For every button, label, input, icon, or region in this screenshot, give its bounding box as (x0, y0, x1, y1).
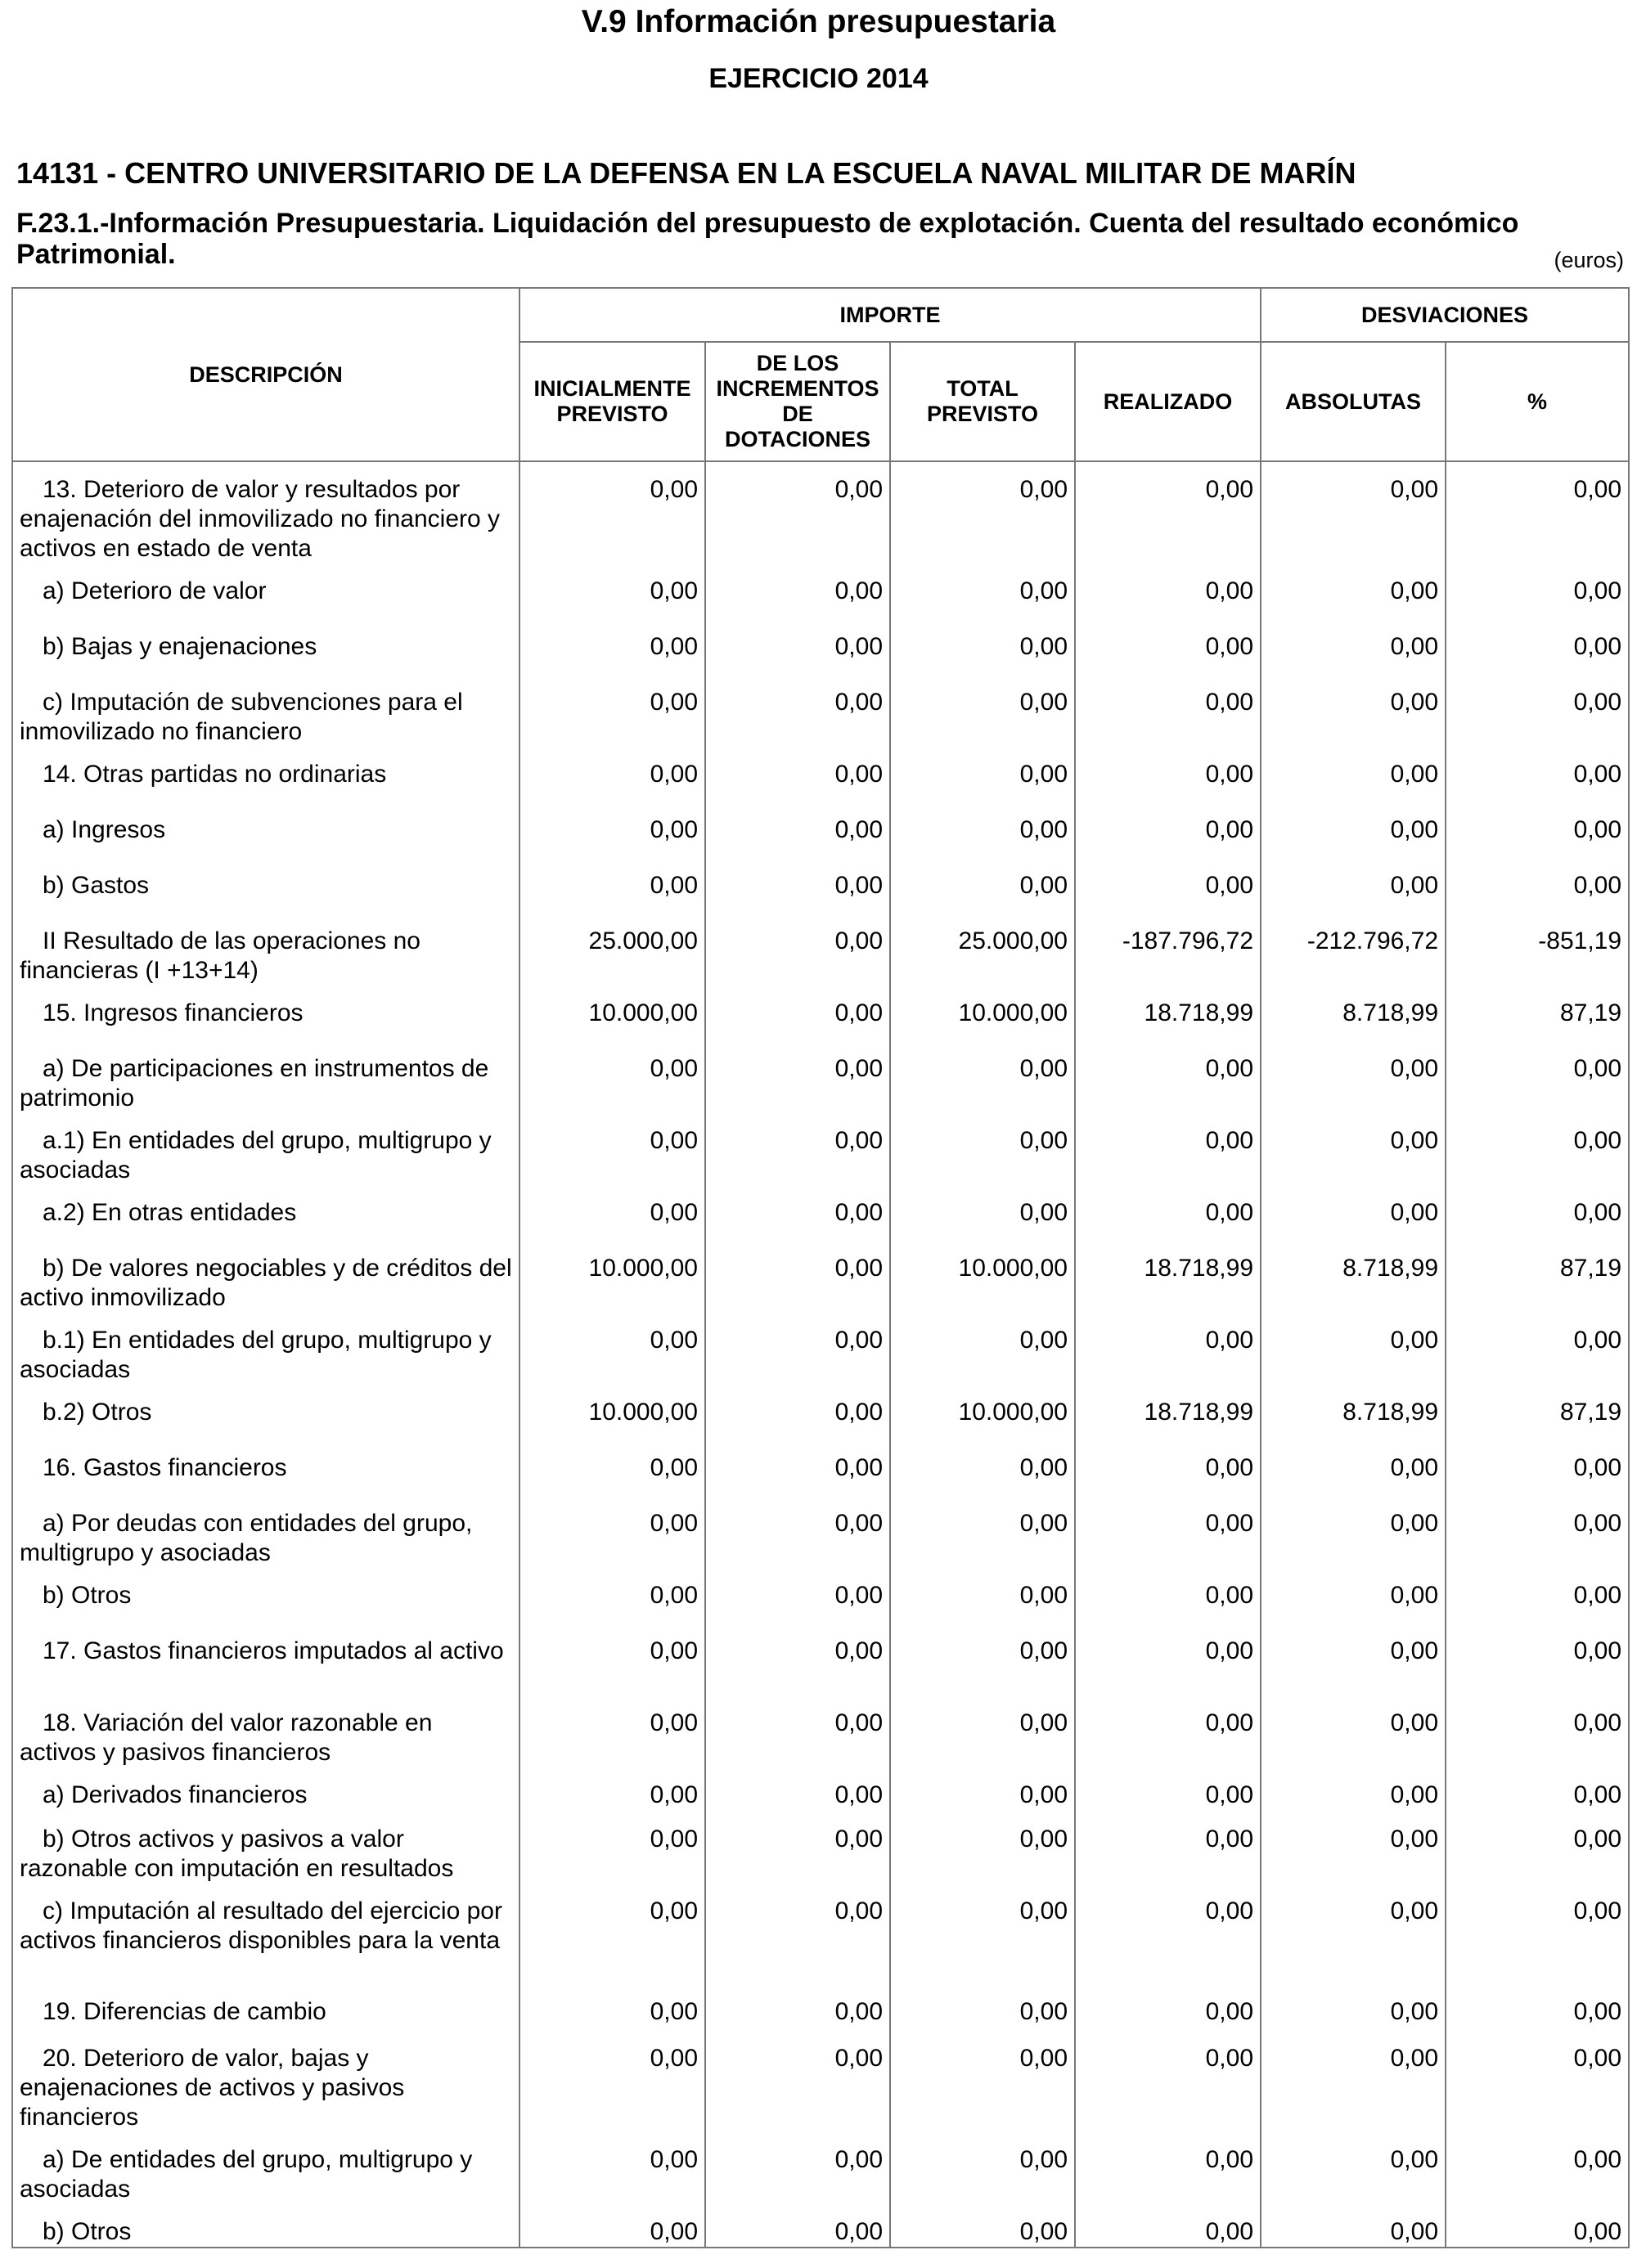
cell-total-previsto: 0,00 (890, 747, 1075, 802)
cell-inicialmente-previsto: 0,00 (519, 1767, 705, 1812)
row-description-text: b) Bajas y enajenaciones (43, 633, 317, 660)
row-description-text: 18. Variación del valor razonable en activos y pasivos financieros (20, 1709, 433, 1766)
cell-realizado: 0,00 (1075, 2031, 1261, 2132)
header-porcentaje: % (1446, 342, 1629, 461)
cell-absolutas: 0,00 (1261, 1496, 1446, 1568)
row-description-text: 15. Ingresos financieros (43, 999, 304, 1026)
cell-incrementos-dotaciones: 0,00 (705, 1313, 890, 1385)
table-row (12, 1568, 1629, 1624)
cell-absolutas: 0,00 (1261, 1884, 1446, 1984)
cell-absolutas: 8.718,99 (1261, 1385, 1446, 1440)
cell-total-previsto: 0,00 (890, 2204, 1075, 2248)
cell-inicialmente-previsto: 10.000,00 (519, 986, 705, 1041)
cell-incrementos-dotaciones: 0,00 (705, 1812, 890, 1884)
cell-total-previsto: 0,00 (890, 461, 1075, 564)
header-incrementos-dotaciones: DE LOS INCREMENTOS DE DOTACIONES (705, 342, 890, 461)
cell-realizado: 0,00 (1075, 858, 1261, 914)
cell-porcentaje: 0,00 (1446, 1884, 1629, 1984)
cell-porcentaje: 0,00 (1446, 619, 1629, 675)
cell-realizado: 0,00 (1075, 1812, 1261, 1884)
cell-incrementos-dotaciones: 0,00 (705, 1385, 890, 1440)
row-description (12, 461, 519, 564)
cell-realizado: 18.718,99 (1075, 1241, 1261, 1313)
cell-porcentaje: 87,19 (1446, 1241, 1629, 1313)
row-description-text: a) Ingresos (43, 816, 166, 843)
cell-realizado: 18.718,99 (1075, 986, 1261, 1041)
cell-realizado: 0,00 (1075, 747, 1261, 802)
cell-realizado: 0,00 (1075, 675, 1261, 747)
cell-inicialmente-previsto: 0,00 (519, 747, 705, 802)
cell-absolutas: 8.718,99 (1261, 986, 1446, 1041)
row-description-text: 14. Otras partidas no ordinarias (43, 761, 387, 788)
cell-porcentaje: 87,19 (1446, 986, 1629, 1041)
row-description-text: a) Por deudas con entidades del grupo, multigrupo y asociadas (20, 1510, 473, 1566)
row-description (12, 802, 519, 858)
cell-porcentaje: 0,00 (1446, 1185, 1629, 1241)
units-label: (euros) (1554, 248, 1624, 272)
cell-realizado: 0,00 (1075, 1767, 1261, 1812)
row-description (12, 747, 519, 802)
row-description-text: II Resultado de las operaciones no financieras (I +13+14) (20, 927, 420, 984)
row-description-text: a.1) En entidades del grupo, multigrupo y asociadas (20, 1127, 492, 1183)
cell-realizado: 0,00 (1075, 1884, 1261, 1984)
cell-inicialmente-previsto: 0,00 (519, 802, 705, 858)
cell-porcentaje: 0,00 (1446, 1767, 1629, 1812)
cell-incrementos-dotaciones: 0,00 (705, 747, 890, 802)
cell-total-previsto: 0,00 (890, 802, 1075, 858)
table-row (12, 1812, 1629, 1884)
cell-absolutas: 0,00 (1261, 1440, 1446, 1496)
row-description-text: b.2) Otros (43, 1399, 152, 1426)
cell-total-previsto: 0,00 (890, 1568, 1075, 1624)
cell-inicialmente-previsto: 0,00 (519, 1884, 705, 1984)
row-description (12, 1695, 519, 1767)
cell-porcentaje: 87,19 (1446, 1385, 1629, 1440)
cell-incrementos-dotaciones: 0,00 (705, 1041, 890, 1113)
row-description (12, 1496, 519, 1568)
cell-absolutas: 0,00 (1261, 747, 1446, 802)
cell-realizado: 0,00 (1075, 1041, 1261, 1113)
table-row (12, 1113, 1629, 1185)
table-row (12, 2132, 1629, 2204)
cell-inicialmente-previsto: 0,00 (519, 675, 705, 747)
cell-inicialmente-previsto: 0,00 (519, 619, 705, 675)
table-row (12, 1241, 1629, 1313)
header-realizado: REALIZADO (1075, 342, 1261, 461)
table-row (12, 1041, 1629, 1113)
fiscal-year: EJERCICIO 2014 (708, 63, 929, 94)
cell-absolutas: 0,00 (1261, 461, 1446, 564)
cell-inicialmente-previsto: 0,00 (519, 1496, 705, 1568)
table-row (12, 747, 1629, 802)
cell-incrementos-dotaciones: 0,00 (705, 858, 890, 914)
cell-total-previsto: 0,00 (890, 858, 1075, 914)
cell-incrementos-dotaciones: 0,00 (705, 1113, 890, 1185)
cell-porcentaje: 0,00 (1446, 675, 1629, 747)
row-description-text: a) De participaciones en instrumentos de patrimonio (20, 1055, 489, 1112)
row-description (12, 1185, 519, 1241)
cell-total-previsto: 0,00 (890, 2132, 1075, 2204)
row-description (12, 858, 519, 914)
cell-inicialmente-previsto: 0,00 (519, 564, 705, 619)
row-description (12, 1884, 519, 1984)
cell-absolutas: 0,00 (1261, 1568, 1446, 1624)
cell-realizado: 0,00 (1075, 2132, 1261, 2204)
row-description (12, 1313, 519, 1385)
cell-incrementos-dotaciones: 0,00 (705, 619, 890, 675)
cell-porcentaje: 0,00 (1446, 1812, 1629, 1884)
row-description (12, 914, 519, 986)
row-description (12, 2031, 519, 2132)
cell-incrementos-dotaciones: 0,00 (705, 1185, 890, 1241)
cell-realizado: 0,00 (1075, 1313, 1261, 1385)
table-row (12, 1496, 1629, 1568)
cell-realizado: 0,00 (1075, 1496, 1261, 1568)
row-description-text: 20. Deterioro de valor, bajas y enajenaciones de activos y pasivos financieros (20, 2045, 405, 2131)
cell-inicialmente-previsto: 0,00 (519, 1113, 705, 1185)
cell-absolutas: 0,00 (1261, 2132, 1446, 2204)
cell-incrementos-dotaciones: 0,00 (705, 2204, 890, 2248)
cell-total-previsto: 25.000,00 (890, 914, 1075, 986)
table-row (12, 2204, 1629, 2248)
header-absolutas: ABSOLUTAS (1261, 342, 1446, 461)
row-description-text: b) De valores negociables y de créditos del activo inmovilizado (20, 1255, 512, 1311)
cell-incrementos-dotaciones: 0,00 (705, 1241, 890, 1313)
table-row (12, 1440, 1629, 1496)
row-description (12, 1984, 519, 2031)
cell-total-previsto: 0,00 (890, 564, 1075, 619)
cell-porcentaje: 0,00 (1446, 858, 1629, 914)
cell-inicialmente-previsto: 0,00 (519, 1695, 705, 1767)
table-row (12, 619, 1629, 675)
cell-total-previsto: 0,00 (890, 1984, 1075, 2031)
cell-absolutas: 0,00 (1261, 1185, 1446, 1241)
cell-absolutas: -212.796,72 (1261, 914, 1446, 986)
row-description (12, 1241, 519, 1313)
table-row (12, 564, 1629, 619)
cell-absolutas: 0,00 (1261, 619, 1446, 675)
table-row (12, 802, 1629, 858)
cell-realizado: 0,00 (1075, 1113, 1261, 1185)
row-description (12, 1385, 519, 1440)
cell-total-previsto: 0,00 (890, 1624, 1075, 1695)
row-description-text: 17. Gastos financieros imputados al activo (43, 1637, 504, 1664)
cell-realizado: 0,00 (1075, 1185, 1261, 1241)
table-row (12, 2031, 1629, 2132)
row-description (12, 564, 519, 619)
cell-porcentaje: 0,00 (1446, 1695, 1629, 1767)
cell-absolutas: 0,00 (1261, 1767, 1446, 1812)
row-description (12, 675, 519, 747)
cell-porcentaje: 0,00 (1446, 1313, 1629, 1385)
row-description-text: b) Gastos (43, 872, 150, 899)
cell-porcentaje: 0,00 (1446, 2204, 1629, 2248)
cell-incrementos-dotaciones: 0,00 (705, 1496, 890, 1568)
cell-porcentaje: 0,00 (1446, 1440, 1629, 1496)
cell-incrementos-dotaciones: 0,00 (705, 1624, 890, 1695)
cell-incrementos-dotaciones: 0,00 (705, 986, 890, 1041)
cell-total-previsto: 10.000,00 (890, 1241, 1075, 1313)
table-row (12, 858, 1629, 914)
cell-incrementos-dotaciones: 0,00 (705, 2132, 890, 2204)
cell-realizado: 0,00 (1075, 1984, 1261, 2031)
cell-incrementos-dotaciones: 0,00 (705, 1568, 890, 1624)
cell-inicialmente-previsto: 0,00 (519, 461, 705, 564)
cell-porcentaje: 0,00 (1446, 2031, 1629, 2132)
cell-inicialmente-previsto: 0,00 (519, 2132, 705, 2204)
row-description (12, 2132, 519, 2204)
row-description-text: a) Deterioro de valor (43, 577, 267, 604)
cell-porcentaje: 0,00 (1446, 564, 1629, 619)
row-description (12, 1812, 519, 1884)
cell-realizado: 0,00 (1075, 619, 1261, 675)
cell-inicialmente-previsto: 0,00 (519, 858, 705, 914)
cell-absolutas: 8.718,99 (1261, 1241, 1446, 1313)
cell-total-previsto: 0,00 (890, 1695, 1075, 1767)
table-row (12, 1185, 1629, 1241)
cell-absolutas: 0,00 (1261, 1113, 1446, 1185)
cell-incrementos-dotaciones: 0,00 (705, 1884, 890, 1984)
cell-absolutas: 0,00 (1261, 2204, 1446, 2248)
cell-incrementos-dotaciones: 0,00 (705, 2031, 890, 2132)
table-body (12, 461, 1629, 2248)
cell-total-previsto: 0,00 (890, 1812, 1075, 1884)
table-row (12, 1695, 1629, 1767)
header-descripcion: DESCRIPCIÓN (12, 288, 519, 461)
cell-porcentaje: 0,00 (1446, 2132, 1629, 2204)
cell-porcentaje: 0,00 (1446, 461, 1629, 564)
row-description-text: a) De entidades del grupo, multigrupo y asociadas (20, 2146, 473, 2203)
cell-inicialmente-previsto: 0,00 (519, 1568, 705, 1624)
row-description (12, 1113, 519, 1185)
header-importe: IMPORTE (519, 288, 1261, 342)
header-total-previsto: TOTAL PREVISTO (890, 342, 1075, 461)
table-row (12, 1313, 1629, 1385)
row-description (12, 1568, 519, 1624)
row-description (12, 1624, 519, 1695)
cell-porcentaje: -851,19 (1446, 914, 1629, 986)
cell-inicialmente-previsto: 0,00 (519, 2204, 705, 2248)
table-row (12, 1884, 1629, 1984)
row-description-text: b.1) En entidades del grupo, multigrupo y asociadas (20, 1327, 492, 1383)
cell-absolutas: 0,00 (1261, 858, 1446, 914)
page-title: V.9 Información presupuestaria (581, 4, 1056, 39)
cell-porcentaje: 0,00 (1446, 802, 1629, 858)
report-subtitle: F.23.1.-Información Presupuestaria. Liquidación del presupuesto de explotación. Cuenta del resultado económico Patrimonial. (16, 208, 1519, 270)
table-row (12, 461, 1629, 564)
cell-absolutas: 0,00 (1261, 675, 1446, 747)
cell-inicialmente-previsto: 0,00 (519, 1984, 705, 2031)
cell-absolutas: 0,00 (1261, 802, 1446, 858)
row-description (12, 2204, 519, 2248)
row-description (12, 986, 519, 1041)
cell-inicialmente-previsto: 0,00 (519, 2031, 705, 2132)
cell-incrementos-dotaciones: 0,00 (705, 802, 890, 858)
cell-porcentaje: 0,00 (1446, 1984, 1629, 2031)
cell-realizado: -187.796,72 (1075, 914, 1261, 986)
cell-total-previsto: 0,00 (890, 1884, 1075, 1984)
row-description-text: 19. Diferencias de cambio (43, 1998, 326, 2025)
row-description-text: a.2) En otras entidades (43, 1199, 297, 1226)
cell-total-previsto: 0,00 (890, 1313, 1075, 1385)
cell-porcentaje: 0,00 (1446, 1496, 1629, 1568)
cell-realizado: 0,00 (1075, 802, 1261, 858)
cell-porcentaje: 0,00 (1446, 1568, 1629, 1624)
cell-total-previsto: 10.000,00 (890, 986, 1075, 1041)
cell-inicialmente-previsto: 0,00 (519, 1185, 705, 1241)
row-description (12, 1041, 519, 1113)
cell-total-previsto: 0,00 (890, 2031, 1075, 2132)
cell-realizado: 0,00 (1075, 1440, 1261, 1496)
cell-realizado: 18.718,99 (1075, 1385, 1261, 1440)
cell-absolutas: 0,00 (1261, 1984, 1446, 2031)
table-row (12, 675, 1629, 747)
cell-realizado: 0,00 (1075, 1695, 1261, 1767)
cell-porcentaje: 0,00 (1446, 1113, 1629, 1185)
table-row (12, 1767, 1629, 1812)
entity-name: 14131 - CENTRO UNIVERSITARIO DE LA DEFENSA EN LA ESCUELA NAVAL MILITAR DE MARÍN (16, 156, 1356, 190)
cell-total-previsto: 0,00 (890, 619, 1075, 675)
cell-incrementos-dotaciones: 0,00 (705, 675, 890, 747)
cell-inicialmente-previsto: 0,00 (519, 1313, 705, 1385)
row-description-text: 13. Deterioro de valor y resultados por enajenación del inmovilizado no financiero y activos en estado de venta (20, 476, 501, 562)
table-row (12, 1624, 1629, 1695)
cell-absolutas: 0,00 (1261, 2031, 1446, 2132)
cell-total-previsto: 0,00 (890, 1041, 1075, 1113)
cell-incrementos-dotaciones: 0,00 (705, 564, 890, 619)
cell-inicialmente-previsto: 10.000,00 (519, 1241, 705, 1313)
cell-absolutas: 0,00 (1261, 1041, 1446, 1113)
cell-incrementos-dotaciones: 0,00 (705, 1767, 890, 1812)
row-description-text: 16. Gastos financieros (43, 1454, 287, 1481)
header-desviaciones: DESVIACIONES (1261, 288, 1629, 342)
row-description (12, 1767, 519, 1812)
cell-incrementos-dotaciones: 0,00 (705, 461, 890, 564)
table-row (12, 914, 1629, 986)
cell-realizado: 0,00 (1075, 461, 1261, 564)
row-description (12, 619, 519, 675)
cell-realizado: 0,00 (1075, 564, 1261, 619)
header-inicialmente-previsto: INICIALMENTE PREVISTO (519, 342, 705, 461)
row-description-text: c) Imputación de subvenciones para el inmovilizado no financiero (20, 689, 463, 745)
cell-inicialmente-previsto: 0,00 (519, 1624, 705, 1695)
cell-absolutas: 0,00 (1261, 1695, 1446, 1767)
cell-total-previsto: 0,00 (890, 1767, 1075, 1812)
cell-incrementos-dotaciones: 0,00 (705, 1440, 890, 1496)
cell-realizado: 0,00 (1075, 2204, 1261, 2248)
table-row (12, 1385, 1629, 1440)
cell-total-previsto: 0,00 (890, 675, 1075, 747)
cell-total-previsto: 0,00 (890, 1496, 1075, 1568)
cell-absolutas: 0,00 (1261, 564, 1446, 619)
cell-total-previsto: 0,00 (890, 1440, 1075, 1496)
cell-total-previsto: 0,00 (890, 1185, 1075, 1241)
table-row (12, 1984, 1629, 2031)
row-description-text: c) Imputación al resultado del ejercicio por activos financieros disponibles para la venta (20, 1897, 502, 1954)
cell-porcentaje: 0,00 (1446, 747, 1629, 802)
cell-realizado: 0,00 (1075, 1568, 1261, 1624)
cell-total-previsto: 0,00 (890, 1113, 1075, 1185)
cell-inicialmente-previsto: 25.000,00 (519, 914, 705, 986)
cell-incrementos-dotaciones: 0,00 (705, 1695, 890, 1767)
cell-realizado: 0,00 (1075, 1624, 1261, 1695)
cell-absolutas: 0,00 (1261, 1624, 1446, 1695)
row-description-text: b) Otros (43, 1582, 132, 1609)
cell-total-previsto: 10.000,00 (890, 1385, 1075, 1440)
cell-inicialmente-previsto: 0,00 (519, 1440, 705, 1496)
row-description-text: b) Otros activos y pasivos a valor razonable con imputación en resultados (20, 1826, 454, 1882)
row-description-text: a) Derivados financieros (43, 1781, 308, 1808)
cell-absolutas: 0,00 (1261, 1812, 1446, 1884)
budget-table (11, 287, 1630, 2248)
row-description (12, 1440, 519, 1496)
cell-inicialmente-previsto: 0,00 (519, 1041, 705, 1113)
cell-inicialmente-previsto: 0,00 (519, 1812, 705, 1884)
cell-incrementos-dotaciones: 0,00 (705, 1984, 890, 2031)
cell-inicialmente-previsto: 10.000,00 (519, 1385, 705, 1440)
row-description-text: b) Otros (43, 2218, 132, 2245)
table-row (12, 986, 1629, 1041)
cell-incrementos-dotaciones: 0,00 (705, 914, 890, 986)
cell-absolutas: 0,00 (1261, 1313, 1446, 1385)
cell-porcentaje: 0,00 (1446, 1624, 1629, 1695)
cell-porcentaje: 0,00 (1446, 1041, 1629, 1113)
